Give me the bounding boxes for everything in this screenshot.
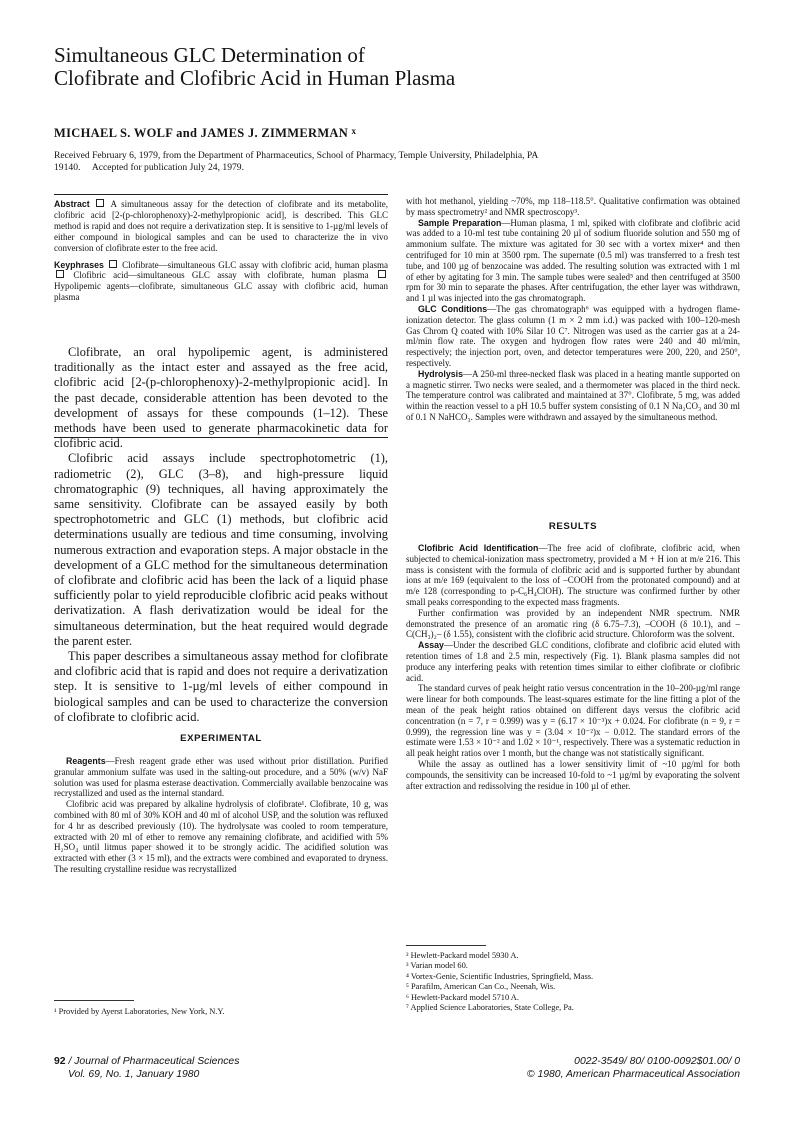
title-line-1: Simultaneous GLC Determination of (54, 43, 365, 67)
hydrolysis-prep-paragraph: Clofibric acid was prepared by alkaline hydrolysis of clofibrate¹. Clofibrate, 10 g, was combined with 80 ml of 30% KOH and 40 ml of alcohol USP, and the solution was refluxed for 4 hr as described previously (10). The hydrolysate was cooled to room temperature, extracted with 20 ml of ether to remove any remaining clofibrate, and acidified with 5% H₂SO₄ until litmus paper showed it to be strongly acidic. The acidified solution was extracted with ether (3 × 15 ml), and the extracts were combined and evaporated to dryness. The resulting crystalline residue was recrystallized (54, 799, 388, 874)
footnote-6: ⁶ Hewlett-Packard model 5710 A. (406, 992, 519, 1002)
volume-line: Vol. 69, No. 1, January 1980 (68, 1068, 200, 1080)
sample-prep-label: Sample Preparation (418, 217, 502, 228)
journal-footer (54, 1056, 239, 1081)
footnote-1: ¹ Provided by Ayerst Laboratories, New York, N.Y. (54, 1007, 225, 1016)
reagents-paragraph (54, 756, 388, 799)
keyphrases-paragraph (54, 260, 388, 304)
intro-paragraph-3: This paper describes a simultaneous assay method for clofibrate and clofibric acid that is rapid and does not require a derivatization step. It is sensitive to 1-µg/ml levels of either compound in biological samples and can be used to characterize the conversion of clofibrate to clofibric acid. (54, 649, 388, 724)
abstract-label: Abstract (54, 199, 90, 209)
issn-code: 0022-3549/ 80/ 0100-0092$01.00/ 0 (574, 1056, 740, 1067)
intro-paragraph-1: Clofibrate, an oral hypolipemic agent, is administered traditionally as the intact ester and assayed as the free acid, clofibric acid [2-(p-chlorophenoxy)-2-methylpropionic acid]. In the past decade, considerable attention has been devoted to the development of assays for these compounds (1–12). These methods have been used to generate pharmacokinetic data for clofibric acid. (54, 345, 388, 451)
article-title (54, 44, 614, 90)
intro-paragraph-2: Clofibric acid assays include spectrophotometric (1), radiometric (2), GLC (3–8), and high-pressure liquid chromatographic (9) techniques, all having approximately the same sensitivity. Clofibrate can be assayed easily by both spectrophotometric and GLC (1) methods, but clofibric acid determinations usually are tedious and time consuming, involving numerous extraction and evaporation steps. A major obstacle in the development of a GLC method for the simultaneous determination of clofibrate and clofibric acid has been the lack of a liquid phase sufficiently polar to yield reproducible clofibric acid peaks without derivatization. A flash derivatization would be ideal for the simultaneous determination, but the heat required would degrade the parent ester. (54, 451, 388, 648)
standard-curve-paragraph: The standard curves of peak height ratio versus concentration in the 10–200-µg/ml range were linear for both compounds. The least-squares estimate for the line fitting a plot of the mean of the peak height ratios obtained on different days versus the clofibric acid concentration (n = 7, r = 0.999) was y = (6.17 × 10⁻³)x + 0.024. For clofibrate (n = 9, r = 0.999), the regression line was y = (3.04 × 10⁻²)x − 0.012. The standard errors of the estimate were 1.53 × 10⁻² and 1.02 × 10⁻¹, respectively. There was a systematic reduction in all peak height ratios over 1 month, but the change was not statistically significant. (406, 683, 740, 759)
footnote-4: ⁴ Vortex-Genie, Scientific Industries, Springfield, Mass. (406, 971, 594, 981)
title-line-2: Clofibrate and Clofibric Acid in Human Plasma (54, 66, 456, 90)
recrystallization-paragraph: with hot methanol, yielding ~70%, mp 118–118.5°. Qualitative confirmation was obtained by mass spectrometry² and NMR spectroscopy³. (406, 196, 740, 217)
keyphrase-2: Clofibric acid—simultaneous GLC assay with clofibrate, human plasma (73, 270, 369, 281)
footnote-7: ⁷ Applied Science Laboratories, State College, Pa. (406, 1003, 574, 1013)
sample-prep-text: —Human plasma, 1 ml, spiked with clofibrate and clofibric acid was added to a 10-ml test tube containing 20 µl of sodium fluoride solution and 550 mg of ammonium sulfate. The mixture was agitated for 30 sec with a vortex mixer⁴ and then centrifuged for 10 min at 3500 rpm. The supernate (0.5 ml) was transferred to a fresh test tube, and 100 µg of benzocaine was added. The resulting solution was extracted with 1 ml of ether by agitating for 3 min. The sample tubes were sealed⁵ and then centrifuged at 3500 rpm for 30 min to separate the phases. After centrifugation, the ether layer was withdrawn, and 1 µl was injected into the gas chromatograph. (406, 217, 740, 304)
right-column-methods (406, 196, 740, 423)
experimental-body (54, 756, 388, 875)
received-info (54, 150, 694, 173)
introduction (54, 345, 388, 725)
square-bullet-icon (109, 260, 117, 268)
abstract-paragraph (54, 199, 388, 254)
results-body (406, 543, 740, 791)
author-line (54, 126, 356, 141)
glc-conditions-text: —The gas chromatograph⁶ was equipped with a hydrogen flame-ionization detector. The glass column (1 m × 2 mm i.d.) was packed with 100–120-mesh Gas Chrom Q coated with 10% Silar 10 C⁷. Nitrogen was used as the carrier gas at a 24-ml/min flow rate. The oxygen and hydrogen flow rates were 240 and 40 ml/min, respectively; the injection port, oven, and detector temperatures were 200, 220, and 250°, respectively. (406, 303, 740, 368)
hydrolysis-label: Hydrolysis (418, 368, 463, 379)
sensitivity-paragraph: While the assay as outlined has a lower sensitivity limit of ~10 µg/ml for both compounds, the sensitivity can be increased 10-fold to ~1 µg/ml by evaporating the solvent after extraction and redissolving the residue in 100 µl of ether. (406, 758, 740, 791)
abstract-text: A simultaneous assay for the detection of clofibrate and its metabolite, clofibric acid [2-(p-chlorophenoxy)-2-methylpropionic acid], is described. This GLC method is rapid and does not require a derivatization step. It is sensitive to 1-µg/ml levels of either compound in biological samples and can be used to characterize the in vivo conversion of clofibrate ester to the free acid. (54, 199, 388, 253)
glc-conditions-label: GLC Conditions (418, 303, 488, 314)
reagents-text: —Fresh reagent grade ether was used without prior distillation. Purified granular ammonium sulfate was used in the salting-out procedure, and a 50% (w/v) NaF solution was used for plasma esterase deactivation. Commercially available benzocaine was recrystallized and used as the internal standard. (54, 756, 388, 799)
nmr-paragraph: Further confirmation was provided by an independent NMR spectrum. NMR demonstrated the presence of an aromatic ring (δ 6.75–7.3), –COOH (δ 10.1), and –C(CH₃)₂– (δ 1.55), consistent with the clofibric acid structure. Chloroform was the solvent. (406, 607, 740, 640)
reagents-label: Reagents (66, 756, 106, 766)
footnote-divider-right (406, 945, 486, 946)
copyright-footer (470, 1056, 740, 1081)
received-line-1: Received February 6, 1979, from the Department of Pharmaceutics, School of Pharmacy, Temple University, Philadelphia, PA (54, 150, 539, 161)
square-bullet-icon (56, 270, 64, 278)
footnote-5: ⁵ Parafilm, American Can Co., Neenah, Wis. (406, 982, 556, 992)
correspondence-mark: x (351, 126, 357, 136)
journal-line (54, 1056, 239, 1069)
assay-text: —Under the described GLC conditions, clofibrate and clofibric acid eluted with retention times of 1.8 and 2.5 min, respectively (Fig. 1). Blank plasma samples did not produce any interfering peaks with retention times similar to either clofibrate or clofibric acid. (406, 640, 740, 683)
footnote-3: ³ Varian model 60. (406, 961, 468, 971)
author-names: MICHAEL S. WOLF and JAMES J. ZIMMERMAN (54, 126, 349, 140)
results-heading: RESULTS (548, 521, 598, 532)
sample-prep-paragraph (406, 218, 740, 304)
keyphrase-3: Hypolipemic agents—clofibrate, simultaneous GLC assay with clofibric acid, human plasma (54, 281, 388, 303)
assay-label: Assay (418, 640, 444, 651)
identification-text: —The free acid of clofibrate, clofibric acid, when subjected to chemical-ionization mass spectrometry, provided a M + H ion at m/e 216. This mass is consistent with the formula of clofibric acid and is supported further by abundant ions at m/e 169 (equivalent to the loss of –COOH from the protonated compound) and at m/e 128 (corresponding to p-C₆H₄ClOH). The structure was confirmed further by other small peaks corresponding to the expected mass fragments. (406, 543, 740, 607)
hydrolysis-paragraph (406, 369, 740, 423)
keyphrases-label: Keyphrases (54, 259, 104, 270)
footnotes-list (406, 951, 740, 1013)
footnote-divider-left (54, 1000, 134, 1001)
square-bullet-icon (378, 270, 386, 278)
experimental-heading: EXPERIMENTAL (180, 733, 262, 744)
received-line-2: 19140. Accepted for publication July 24, 1979. (54, 161, 244, 173)
identification-paragraph (406, 543, 740, 608)
footnote-2: ² Hewlett-Packard model 5930 A. (406, 951, 519, 960)
identification-label: Clofibric Acid Identification (418, 543, 539, 553)
journal-name: / Journal of Pharmaceutical Sciences (68, 1056, 240, 1067)
copyright-line: © 1980, American Pharmaceutical Association (526, 1068, 740, 1080)
hydrolysis-text: —A 250-ml three-necked flask was placed in a heating mantle supported on a magnetic stirrer. Two necks were sealed, and a thermometer was placed in the third neck. The temperature control was calibrated and maintained at 37°. Clofibrate, 5 mg, was added within the reaction vessel to a pH 10.5 buffer system consisting of 0.1 N Na₂CO₃ and 30 ml of 0.1 N NaHCO₃. Samples were withdrawn and assayed by the simultaneous method. (406, 368, 740, 422)
assay-paragraph (406, 640, 740, 683)
keyphrase-1: Clofibrate—simultaneous GLC assay with clofibric acid, human plasma (122, 259, 389, 270)
glc-conditions-paragraph (406, 304, 740, 369)
page-number: 92 (54, 1056, 66, 1067)
square-bullet-icon (96, 199, 104, 207)
